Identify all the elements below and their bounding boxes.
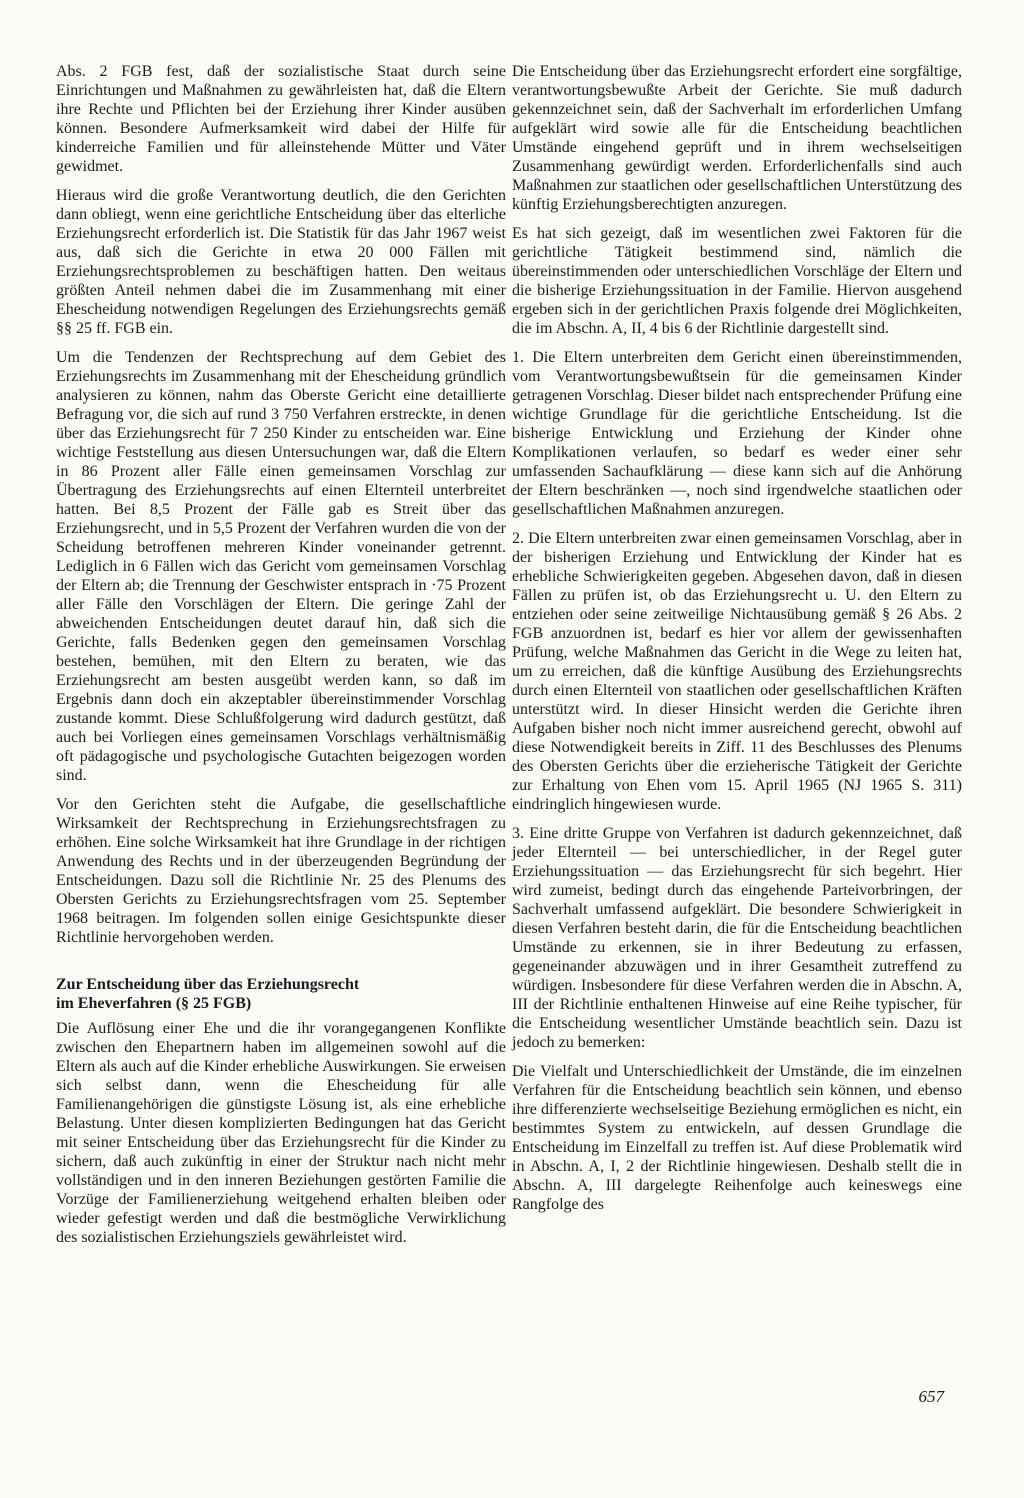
paragraph: Abs. 2 FGB fest, daß der sozialistische Staat durch seine Einrichtungen und Maßnahmen zu gewährleisten hat, daß die Eltern ihre Rechte und Pflichten bei der Erziehung ihrer Kinder ausüben können. Besondere Aufmerksamkeit wird dabei der Hilfe für kinderreiche Familien und für alleinstehende Mütter und Väter gewidmet. <box>56 63 506 175</box>
section-heading-line: Zur Entscheidung über das Erziehungsrecht <box>56 976 360 993</box>
paragraph: Die Vielfalt und Unterschiedlichkeit der Umstände, die im einzelnen Verfahren für die Entscheidung beachtlich sein können, und ebenso ihre differenzierte wechselseitige Beziehung ermöglichen es nicht, ein bestimmtes System zu entwickeln, auf dessen Grundlage die Entscheidung im Einzelfall zu treffen ist. Auf diese Problematik wird in Abschn. A, I, 2 der Richtlinie hingewiesen. Deshalb stellt die in Abschn. A, III dargelegte Reihenfolge auch keineswegs eine Rangfolge des <box>512 1063 962 1213</box>
paragraph: Vor den Gerichten steht die Aufgabe, die gesellschaftliche Wirksamkeit der Rechtsprechung in Erziehungsrechtsfragen zu erhöhen. Eine solche Wirksamkeit hat ihre Grundlage in der richtigen Anwendung des Rechts und in der überzeugenden Begründung der Entscheidungen. Dazu soll die Richtlinie Nr. 25 des Plenums des Obersten Gerichts zu Erziehungsrechtsfragen vom 25. September 1968 beitragen. Im folgenden sollen einige Gesichtspunkte dieser Richtlinie hervorgehoben werden. <box>56 796 506 946</box>
paragraph: Die Entscheidung über das Erziehungsrecht erfordert eine sorgfältige, verantwortungsbewußte Arbeit der Gerichte. Sie muß dadurch gekennzeichnet sein, daß der Sachverhalt im erforderlichen Umfang aufgeklärt wird sowie alle für die Entscheidung beachtlichen Umstände eingehend geprüft und in ihrem wechselseitigen Zusammenhang gewürdigt werden. Erforderlichenfalls sind auch Maßnahmen zur staatlichen oder gesellschaftlichen Unterstützung des künftig Erziehungsberechtigten anzuregen. <box>512 63 962 213</box>
numbered-paragraph: 2. Die Eltern unterbreiten zwar einen gemeinsamen Vorschlag, aber in der bisherigen Erziehung und Entwicklung der Kinder hat es erhebliche Schwierigkeiten gegeben. Abgesehen davon, daß in diesen Fällen zu prüfen ist, ob das Erziehungsrecht u. U. den Eltern zu entziehen oder seine zeitweilige Nichtausübung gemäß § 26 Abs. 2 FGB anzuordnen ist, bedarf es hier vor allem der gewissenhaften Prüfung, welche Maßnahmen das Gericht in die Wege zu leiten hat, um zu erreichen, daß die künftige Ausübung des Erziehungsrechts durch einen Elternteil von staatlichen oder gesellschaftlichen Kräften unterstützt wird. In dieser Hinsicht werden die Gerichte ihren Aufgaben bisher noch nicht immer ausreichend gerecht, obwohl auf diese Notwendigkeit bereits in Ziff. 11 des Beschlusses des Plenums des Obersten Gerichts über die erzieherische Tätigkeit der Gerichte zur Erhaltung von Ehen vom 15. April 1965 (NJ 1965 S. 311) eindringlich hingewiesen wurde. <box>512 530 962 813</box>
right-column <box>512 62 962 1224</box>
paragraph: Die Auflösung einer Ehe und die ihr vorangegangenen Konflikte zwischen den Ehepartnern haben im allgemeinen sowohl auf die Eltern als auch auf die Kinder erhebliche Auswirkungen. Sie erweisen sich selbst dann, wenn die Ehescheidung für alle Familienangehörigen die günstigste Lösung ist, als eine erhebliche Belastung. Unter diesen komplizierten Bedingungen hat das Gericht mit seiner Entscheidung über das Erziehungsrecht für die Kinder zu sichern, daß auch zukünftig in einer der Struktur nach nicht mehr vollständigen und in den inneren Beziehungen gestörten Familie die Vorzüge der Familienerziehung weitgehend erhalten bleiben oder wieder gefestigt werden und daß die bestmögliche Verwirklichung des sozialistischen Erziehungsziels gewährleistet wird. <box>56 1020 506 1246</box>
page-number: 657 <box>918 1387 944 1406</box>
section-heading-line: im Eheverfahren (§ 25 FGB) <box>56 995 252 1012</box>
paragraph: Es hat sich gezeigt, daß im wesentlichen zwei Faktoren für die gerichtliche Tätigkeit bestimmend sind, nämlich die übereinstimmenden oder unterschiedlichen Vorschläge der Eltern und die bisherige Erziehungssituation in der Familie. Hiervon ausgehend ergeben sich in der gerichtlichen Praxis folgende drei Möglichkeiten, die im Abschn. A, II, 4 bis 6 der Richtlinie dargestellt sind. <box>512 225 962 337</box>
paragraph: Um die Tendenzen der Rechtsprechung auf dem Gebiet des Erziehungsrechts im Zusammenhang mit der Ehescheidung gründlich analysieren zu können, nahm das Oberste Gericht eine detaillierte Befragung vor, die sich auf rund 3 750 Verfahren erstreckte, in denen über das Erziehungsrecht für 7 250 Kinder zu entscheiden war. Eine wichtige Feststellung aus diesen Untersuchungen war, daß die Eltern in 86 Prozent aller Fälle einen gemeinsamen Vorschlag zur Übertragung des Erziehungsrechts auf einen Elternteil unterbreitet hatten. Bei 8,5 Prozent der Fälle gab es Streit über das Erziehungsrecht, und in 5,5 Prozent der Verfahren wurden die von der Scheidung betroffenen mehreren Kinder voneinander getrennt. Lediglich in 6 Fällen wich das Gericht vom gemeinsamen Vorschlag der Eltern ab; die Trennung der Geschwister entsprach in ·75 Prozent aller Fälle den Vorschlägen der Eltern. Die geringe Zahl der abweichenden Entscheidungen deutet darauf hin, daß sich die Gerichte, falls Bedenken gegen den gemeinsamen Vorschlag bestehen, bemühen, mit den Eltern zu beraten, wie das Erziehungsrecht am besten ausgeübt werden kann, so daß im Ergebnis dann doch ein akzeptabler übereinstimmender Vorschlag zustande kommt. Diese Schlußfolgerung wird dadurch gestützt, daß auch bei Vorliegen eines gemeinsamen Vorschlags verhältnismäßig oft pädagogische und psychologische Gutachten beigezogen worden sind. <box>56 349 506 784</box>
numbered-paragraph: 1. Die Eltern unterbreiten dem Gericht einen übereinstimmenden, vom Verantwortungsbewußtsein für die gemeinsamen Kinder getragenen Vorschlag. Dieser bildet nach entsprechender Prüfung eine wichtige Grundlage für die gerichtliche Entscheidung. Ist die bisherige Entwicklung und Erziehung der Kinder ohne Komplikationen verlaufen, so bedarf es weder einer sehr umfassenden Sachaufklärung — diese kann sich auf die Anhörung der Eltern beschränken —, noch sind irgendwelche staatlichen oder gesellschaftlichen Maßnahmen anzuregen. <box>512 349 962 518</box>
paragraph: Hieraus wird die große Verantwortung deutlich, die den Gerichten dann obliegt, wenn eine gerichtliche Entscheidung über das elterliche Erziehungsrecht erforderlich ist. Die Statistik für das Jahr 1967 weist aus, daß sich die Gerichte in etwa 20 000 Fällen mit Erziehungsrechtsproblemen zu beschäftigen hatten. Den weitaus größten Anteil nehmen dabei die im Zusammenhang mit einer Ehescheidung notwendigen Regelungen des Erziehungsrechts gemäß §§ 25 ff. FGB ein. <box>56 187 506 337</box>
section-heading <box>56 975 506 1013</box>
left-column <box>56 62 506 1257</box>
numbered-paragraph: 3. Eine dritte Gruppe von Verfahren ist dadurch gekennzeichnet, daß jeder Elternteil — bei unterschiedlicher, in der Regel guter Erziehungssituation — das Erziehungsrecht für sich begehrt. Hier wird zumeist, bedingt durch das eingehende Parteivorbringen, der Sachverhalt umfassend aufgeklärt. Die besondere Schwierigkeit in diesen Verfahren besteht darin, die für die Entscheidung beachtlichen Umstände zu erkennen, sie in ihrer Bedeutung zu erfassen, gegeneinander abzuwägen und in ihrer Gesamtheit zutreffend zu würdigen. Insbesondere für diese Verfahren werden die in Abschn. A, III der Richtlinie enthaltenen Hinweise auf eine Reihe typischer, für die Entscheidung wesentlicher Umstände beachtlich sein. Dazu ist jedoch zu bemerken: <box>512 825 962 1051</box>
